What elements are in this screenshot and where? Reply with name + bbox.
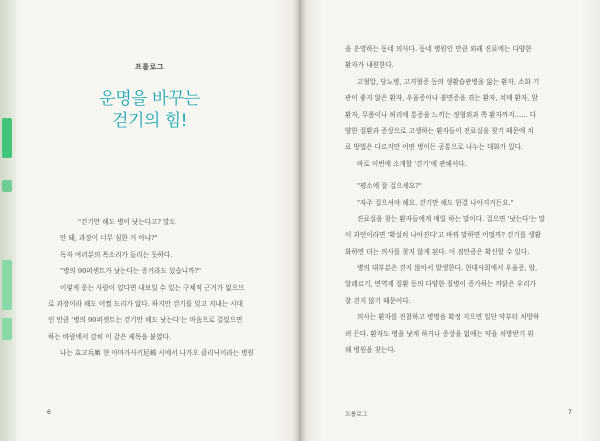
left-body-text xyxy=(48,214,254,362)
text-line: "병의 90퍼센트가 낫는다는 증거라도 있습니까?" xyxy=(60,267,202,276)
right-body-text xyxy=(345,41,545,358)
text-line: 독자 여러분의 목소리가 들리는 듯하다. xyxy=(60,250,173,259)
text-line: 환자가 내원한다. xyxy=(345,61,394,70)
section-label: 프롤로그 xyxy=(134,63,165,71)
text-line: 의사는 환자를 진찰하고 병명을 확정 지으면 일단 약부터 처방하 xyxy=(357,313,540,322)
text-line: 양한 질환과 증상으로 고생하는 환자들이 진료실을 찾기 때문에 치 xyxy=(345,126,534,135)
page-number-left: 6 xyxy=(47,409,51,416)
chapter-title-line: 걷기의 힘! xyxy=(112,111,187,131)
text-line: 병의 대부분은 걷지 않아서 발생한다. 현대사회에서 우울증, 암, xyxy=(357,264,538,273)
text-line: 이 과언이라면 '확실히 나아진다'고 바꿔 말하면 어떨까? 걷기를 생활 xyxy=(345,231,541,240)
text-line: 환자, 무릎이나 허리에 통증을 느끼는 정형외과 쪽 환자까지…… 다 xyxy=(345,110,537,119)
text-line: 나는 효고兵庫 현 아마가사키尼崎 시에서 나가오 클리닉이라는 병원 xyxy=(60,349,254,358)
text-line: 안 돼, 과장이 너무 심한 거 아냐?" xyxy=(60,234,158,243)
text-line: 고혈압, 당뇨병, 고지혈증 등의 생활습관병을 앓는 환자, 소화 기 xyxy=(357,77,540,86)
text-line: 화하면 더는 의사를 찾지 않게 된다. 이 점만큼은 확신할 수 있다. xyxy=(345,247,530,256)
text-line: 을 운영하는 동네 의사다. 동네 병원인 만큼 외래 진료에는 다양한 xyxy=(345,45,532,53)
chapter-title xyxy=(0,88,299,132)
left-page xyxy=(0,0,299,441)
text-line: 료 방법은 다르지만 어떤 병이든 공통으로 나누는 대화가 있다. xyxy=(345,143,524,152)
text-line: 진료실을 찾는 환자들에게 매일 하는 말이다. 걸으면 '낫는다'는 말 xyxy=(357,214,546,223)
text-line: 인 만큼 '병의 90퍼센트는 걷기만 해도 낫는다'는 마음으로 걸었으면 xyxy=(48,316,243,325)
chapter-title-line: 운명을 바꾸는 xyxy=(99,89,200,109)
text-line: 바로 이번에 소개할 '걷기'에 관해서다. xyxy=(357,159,467,168)
text-line: 해 병원을 찾는다. xyxy=(345,346,396,355)
running-footer-label: 프롤로그 xyxy=(345,412,368,418)
spine-green-mark xyxy=(2,260,12,310)
text-line: 려 든다. 환자도 병을 낫게 하거나 증상을 없애는 약을 처방받기 위 xyxy=(345,329,534,338)
page-number-right: 7 xyxy=(568,409,572,416)
book-gutter xyxy=(293,0,307,441)
text-line: "걷기만 해도 병이 낫는다고? 말도 xyxy=(78,218,176,226)
spine-green-mark xyxy=(2,180,12,192)
text-line: "평소에 잘 걸으세요?" xyxy=(357,182,422,191)
text-line: 관이 좋지 않은 환자, 우울증이나 불면증을 겪는 환자, 치매 환자, 암 xyxy=(345,94,538,103)
text-line: "자주 걸으셔야 해요. 걷기만 해도 한결 나아지거든요." xyxy=(357,198,514,207)
text-line: 알레르기, 면역계 질환 등의 다양한 질병이 증가하는 까닭은 우리가 xyxy=(345,280,536,289)
text-line: 하는 바람에서 감히 이 같은 제목을 붙였다. xyxy=(48,332,171,341)
spine-green-mark xyxy=(2,318,12,340)
text-line: 잘 걷지 않기 때문이다. xyxy=(345,296,411,305)
text-line: 이렇게 묻는 사람이 있다면 내보일 수 있는 구체적 근거가 없으므 xyxy=(60,283,245,292)
text-line: 로 과장이라 해도 어쩔 도리가 없다. 하지만 걷기를 잊고 지내는 시대 xyxy=(48,299,244,308)
